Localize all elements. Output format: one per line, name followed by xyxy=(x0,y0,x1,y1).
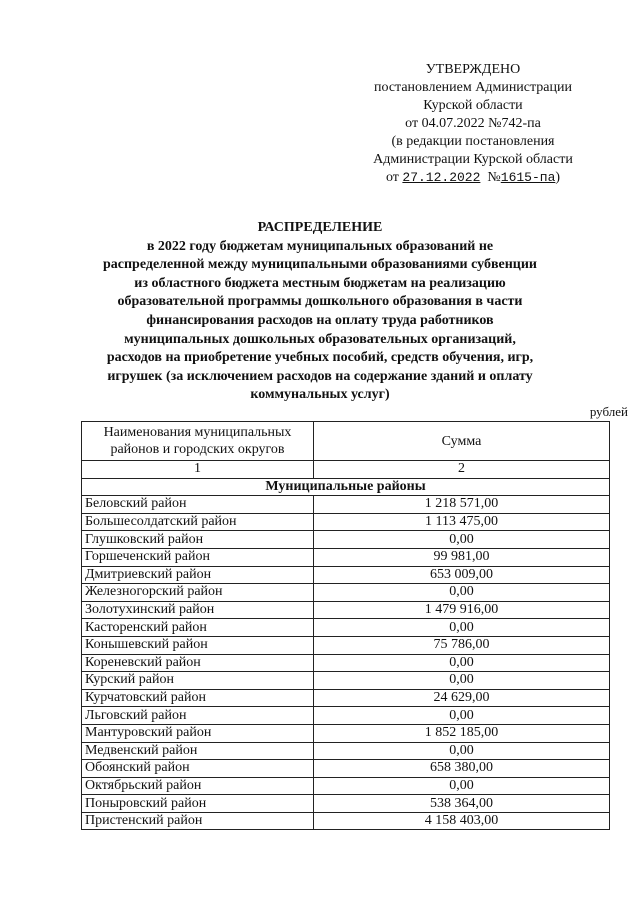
district-sum: 99 981,00 xyxy=(314,548,610,566)
revision-date-stamp: 27.12.2022 xyxy=(402,170,481,185)
district-sum: 0,00 xyxy=(314,584,610,602)
column-number-1: 1 xyxy=(82,461,314,479)
approval-block xyxy=(355,61,591,187)
approval-revision-date: от 27.12.2022 №1615-па) xyxy=(385,170,561,185)
table-row xyxy=(82,742,610,760)
header-name: Наименования муниципальных районов и городских округов xyxy=(82,422,314,461)
title-line: финансирования расходов на оплату труда работников xyxy=(146,312,494,328)
approval-heading: УТВЕРЖДЕНО xyxy=(425,62,521,77)
district-sum: 75 786,00 xyxy=(314,636,610,654)
district-name: Обоянский район xyxy=(82,760,314,778)
district-sum: 1 218 571,00 xyxy=(314,496,610,514)
table-row xyxy=(82,812,610,830)
district-sum: 0,00 xyxy=(314,742,610,760)
district-sum: 653 009,00 xyxy=(314,566,610,584)
district-sum: 4 158 403,00 xyxy=(314,812,610,830)
table-row xyxy=(82,548,610,566)
table-row xyxy=(82,636,610,654)
district-name: Пристенский район xyxy=(82,812,314,830)
district-name: Глушковский район xyxy=(82,531,314,549)
title-line: в 2022 году бюджетам муниципальных образований не xyxy=(146,238,494,254)
column-number-2: 2 xyxy=(314,461,610,479)
district-name: Курский район xyxy=(82,672,314,690)
title-line: образовательной программы дошкольного образования в части xyxy=(117,294,523,310)
section-row xyxy=(82,478,610,496)
table-header-row xyxy=(82,422,610,461)
district-name: Железногорский район xyxy=(82,584,314,602)
table-row xyxy=(82,689,610,707)
title-line: распределенной между муниципальными образованиями субвенции xyxy=(102,257,537,273)
title-line: коммунальных услуг) xyxy=(250,387,390,403)
table-row xyxy=(82,707,610,725)
district-sum: 0,00 xyxy=(314,619,610,637)
column-number-row xyxy=(82,461,610,479)
district-sum: 0,00 xyxy=(314,777,610,795)
district-sum: 538 364,00 xyxy=(314,795,610,813)
table-row xyxy=(82,760,610,778)
district-name: Курчатовский район xyxy=(82,689,314,707)
approval-date-number: от 04.07.2022 №742-па xyxy=(405,116,541,131)
district-name: Золотухинский район xyxy=(82,601,314,619)
approval-decree: постановлением Администрации xyxy=(374,80,572,95)
district-sum: 0,00 xyxy=(314,654,610,672)
district-sum: 1 113 475,00 xyxy=(314,513,610,531)
district-name: Большесолдатский район xyxy=(82,513,314,531)
district-name: Льговский район xyxy=(82,707,314,725)
district-sum: 0,00 xyxy=(314,531,610,549)
title-heading: РАСПРЕДЕЛЕНИЕ xyxy=(257,220,383,235)
district-sum: 1 852 185,00 xyxy=(314,724,610,742)
document-title xyxy=(70,219,570,405)
district-name: Октябрьский район xyxy=(82,777,314,795)
section-title: Муниципальные районы xyxy=(82,478,610,496)
district-sum: 1 479 916,00 xyxy=(314,601,610,619)
title-line: из областного бюджета местным бюджетам на реализацию xyxy=(134,275,506,291)
table-row xyxy=(82,513,610,531)
table-row xyxy=(82,531,610,549)
district-sum: 658 380,00 xyxy=(314,760,610,778)
district-sum: 0,00 xyxy=(314,707,610,725)
revision-number-stamp: 1615-па xyxy=(500,170,556,185)
distribution-table xyxy=(81,421,610,830)
district-name: Поныровский район xyxy=(82,795,314,813)
table-row xyxy=(82,724,610,742)
table-row xyxy=(82,566,610,584)
district-name: Медвенский район xyxy=(82,742,314,760)
table-row xyxy=(82,795,610,813)
header-sum: Сумма xyxy=(314,422,610,461)
title-line: расходов на приобретение учебных пособий, средств обучения, игр, xyxy=(106,350,534,366)
approval-administration: Администрации Курской области xyxy=(373,152,573,167)
approval-revision: (в редакции постановления xyxy=(391,134,555,149)
table-row xyxy=(82,777,610,795)
district-sum: 24 629,00 xyxy=(314,689,610,707)
district-name: Дмитриевский район xyxy=(82,566,314,584)
table-row xyxy=(82,584,610,602)
table-row xyxy=(82,619,610,637)
district-name: Касторенский район xyxy=(82,619,314,637)
district-name: Кореневский район xyxy=(82,654,314,672)
district-name: Конышевский район xyxy=(82,636,314,654)
table-row xyxy=(82,672,610,690)
district-name: Мантуровский район xyxy=(82,724,314,742)
district-name: Горшеченский район xyxy=(82,548,314,566)
units-label: рублей xyxy=(589,404,628,419)
title-line: муниципальных дошкольных образовательных организаций, xyxy=(124,331,516,347)
district-name: Беловский район xyxy=(82,496,314,514)
table-row xyxy=(82,496,610,514)
table-row xyxy=(82,654,610,672)
district-sum: 0,00 xyxy=(314,672,610,690)
title-line: игрушек (за исключением расходов на содержание зданий и оплату xyxy=(107,368,533,384)
approval-region: Курской области xyxy=(423,98,523,113)
table-row xyxy=(82,601,610,619)
